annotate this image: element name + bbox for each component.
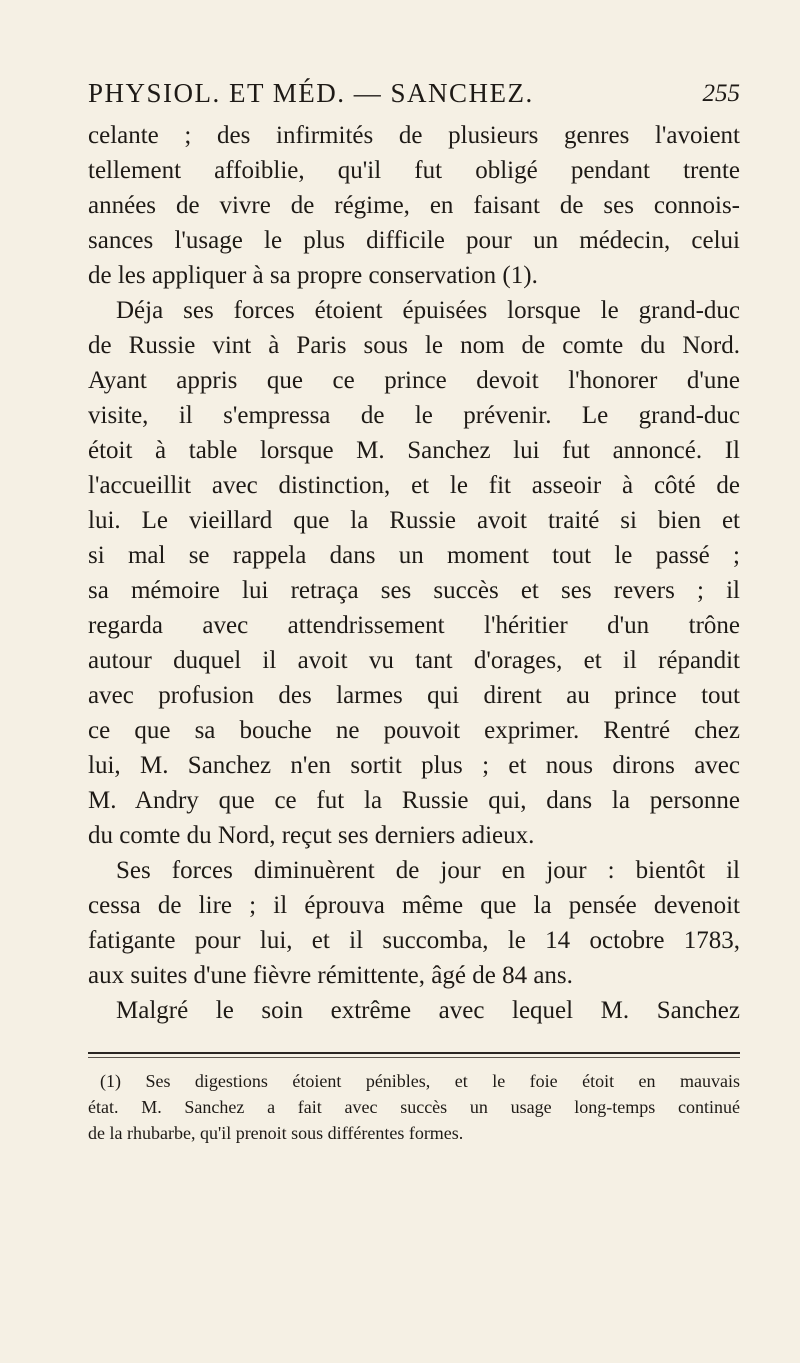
- footnote-line: (1) Ses digestions étoient pénibles, et le foie étoit en mauvais: [100, 1071, 740, 1091]
- text-line: de Russie vint à Paris sous le nom de comte du Nord.: [88, 332, 740, 359]
- page-number: 255: [702, 80, 740, 107]
- text-line: années de vivre de régime, en faisant de ses connois-: [88, 192, 740, 219]
- text-line: cessa de lire ; il éprouva même que la pensée devenoit: [88, 892, 740, 919]
- text-line: visite, il s'empressa de le prévenir. Le grand-duc: [88, 402, 740, 429]
- text-line: sances l'usage le plus difficile pour un médecin, celui: [88, 227, 740, 254]
- text-line: étoit à table lorsque M. Sanchez lui fut annoncé. Il: [88, 437, 740, 464]
- text-line: lui, M. Sanchez n'en sortit plus ; et nous dirons avec: [88, 752, 740, 779]
- text-line: aux suites d'une fièvre rémittente, âgé de 84 ans.: [88, 962, 573, 989]
- page-header: [88, 78, 740, 118]
- text-line: Ayant appris que ce prince devoit l'honorer d'une: [88, 367, 740, 394]
- text-line: de les appliquer à sa propre conservation (1).: [88, 262, 538, 289]
- text-line: Malgré le soin extrême avec lequel M. Sanchez: [116, 997, 740, 1024]
- text-line: ce que sa bouche ne pouvoit exprimer. Rentré chez: [88, 717, 740, 744]
- footnote: [88, 1068, 740, 1146]
- footnote-line: état. M. Sanchez a fait avec succès un usage long-temps continué: [88, 1097, 740, 1117]
- footnote-line: de la rhubarbe, qu'il prenoit sous différentes formes.: [88, 1123, 464, 1143]
- text-line: du comte du Nord, reçut ses derniers adieux.: [88, 822, 535, 849]
- text-line: Ses forces diminuèrent de jour en jour : bientôt il: [116, 857, 740, 884]
- text-line: M. Andry que ce fut la Russie qui, dans la personne: [88, 787, 740, 814]
- text-line: tellement affoiblie, qu'il fut obligé pendant trente: [88, 157, 740, 184]
- text-line: celante ; des infirmités de plusieurs genres l'avoient: [88, 122, 740, 149]
- text-line: lui. Le vieillard que la Russie avoit traité si bien et: [88, 507, 740, 534]
- text-line: Déja ses forces étoient épuisées lorsque le grand-duc: [116, 297, 740, 324]
- text-line: si mal se rappela dans un moment tout le passé ;: [88, 542, 740, 569]
- text-line: l'accueillit avec distinction, et le fit asseoir à côté de: [88, 472, 740, 499]
- running-head: PHYSIOL. ET MÉD. — SANCHEZ.: [88, 78, 534, 108]
- text-line: fatigante pour lui, et il succomba, le 14 octobre 1783,: [88, 927, 740, 954]
- text-line: autour duquel il avoit vu tant d'orages, et il répandit: [88, 647, 740, 674]
- text-line: sa mémoire lui retraça ses succès et ses revers ; il: [88, 577, 740, 604]
- text-line: avec profusion des larmes qui dirent au prince tout: [88, 682, 740, 709]
- footnote-divider: [88, 1052, 740, 1054]
- text-line: regarda avec attendrissement l'héritier d'un trône: [88, 612, 740, 639]
- footnote-divider-thin: [88, 1057, 740, 1058]
- body-text: [88, 118, 740, 1028]
